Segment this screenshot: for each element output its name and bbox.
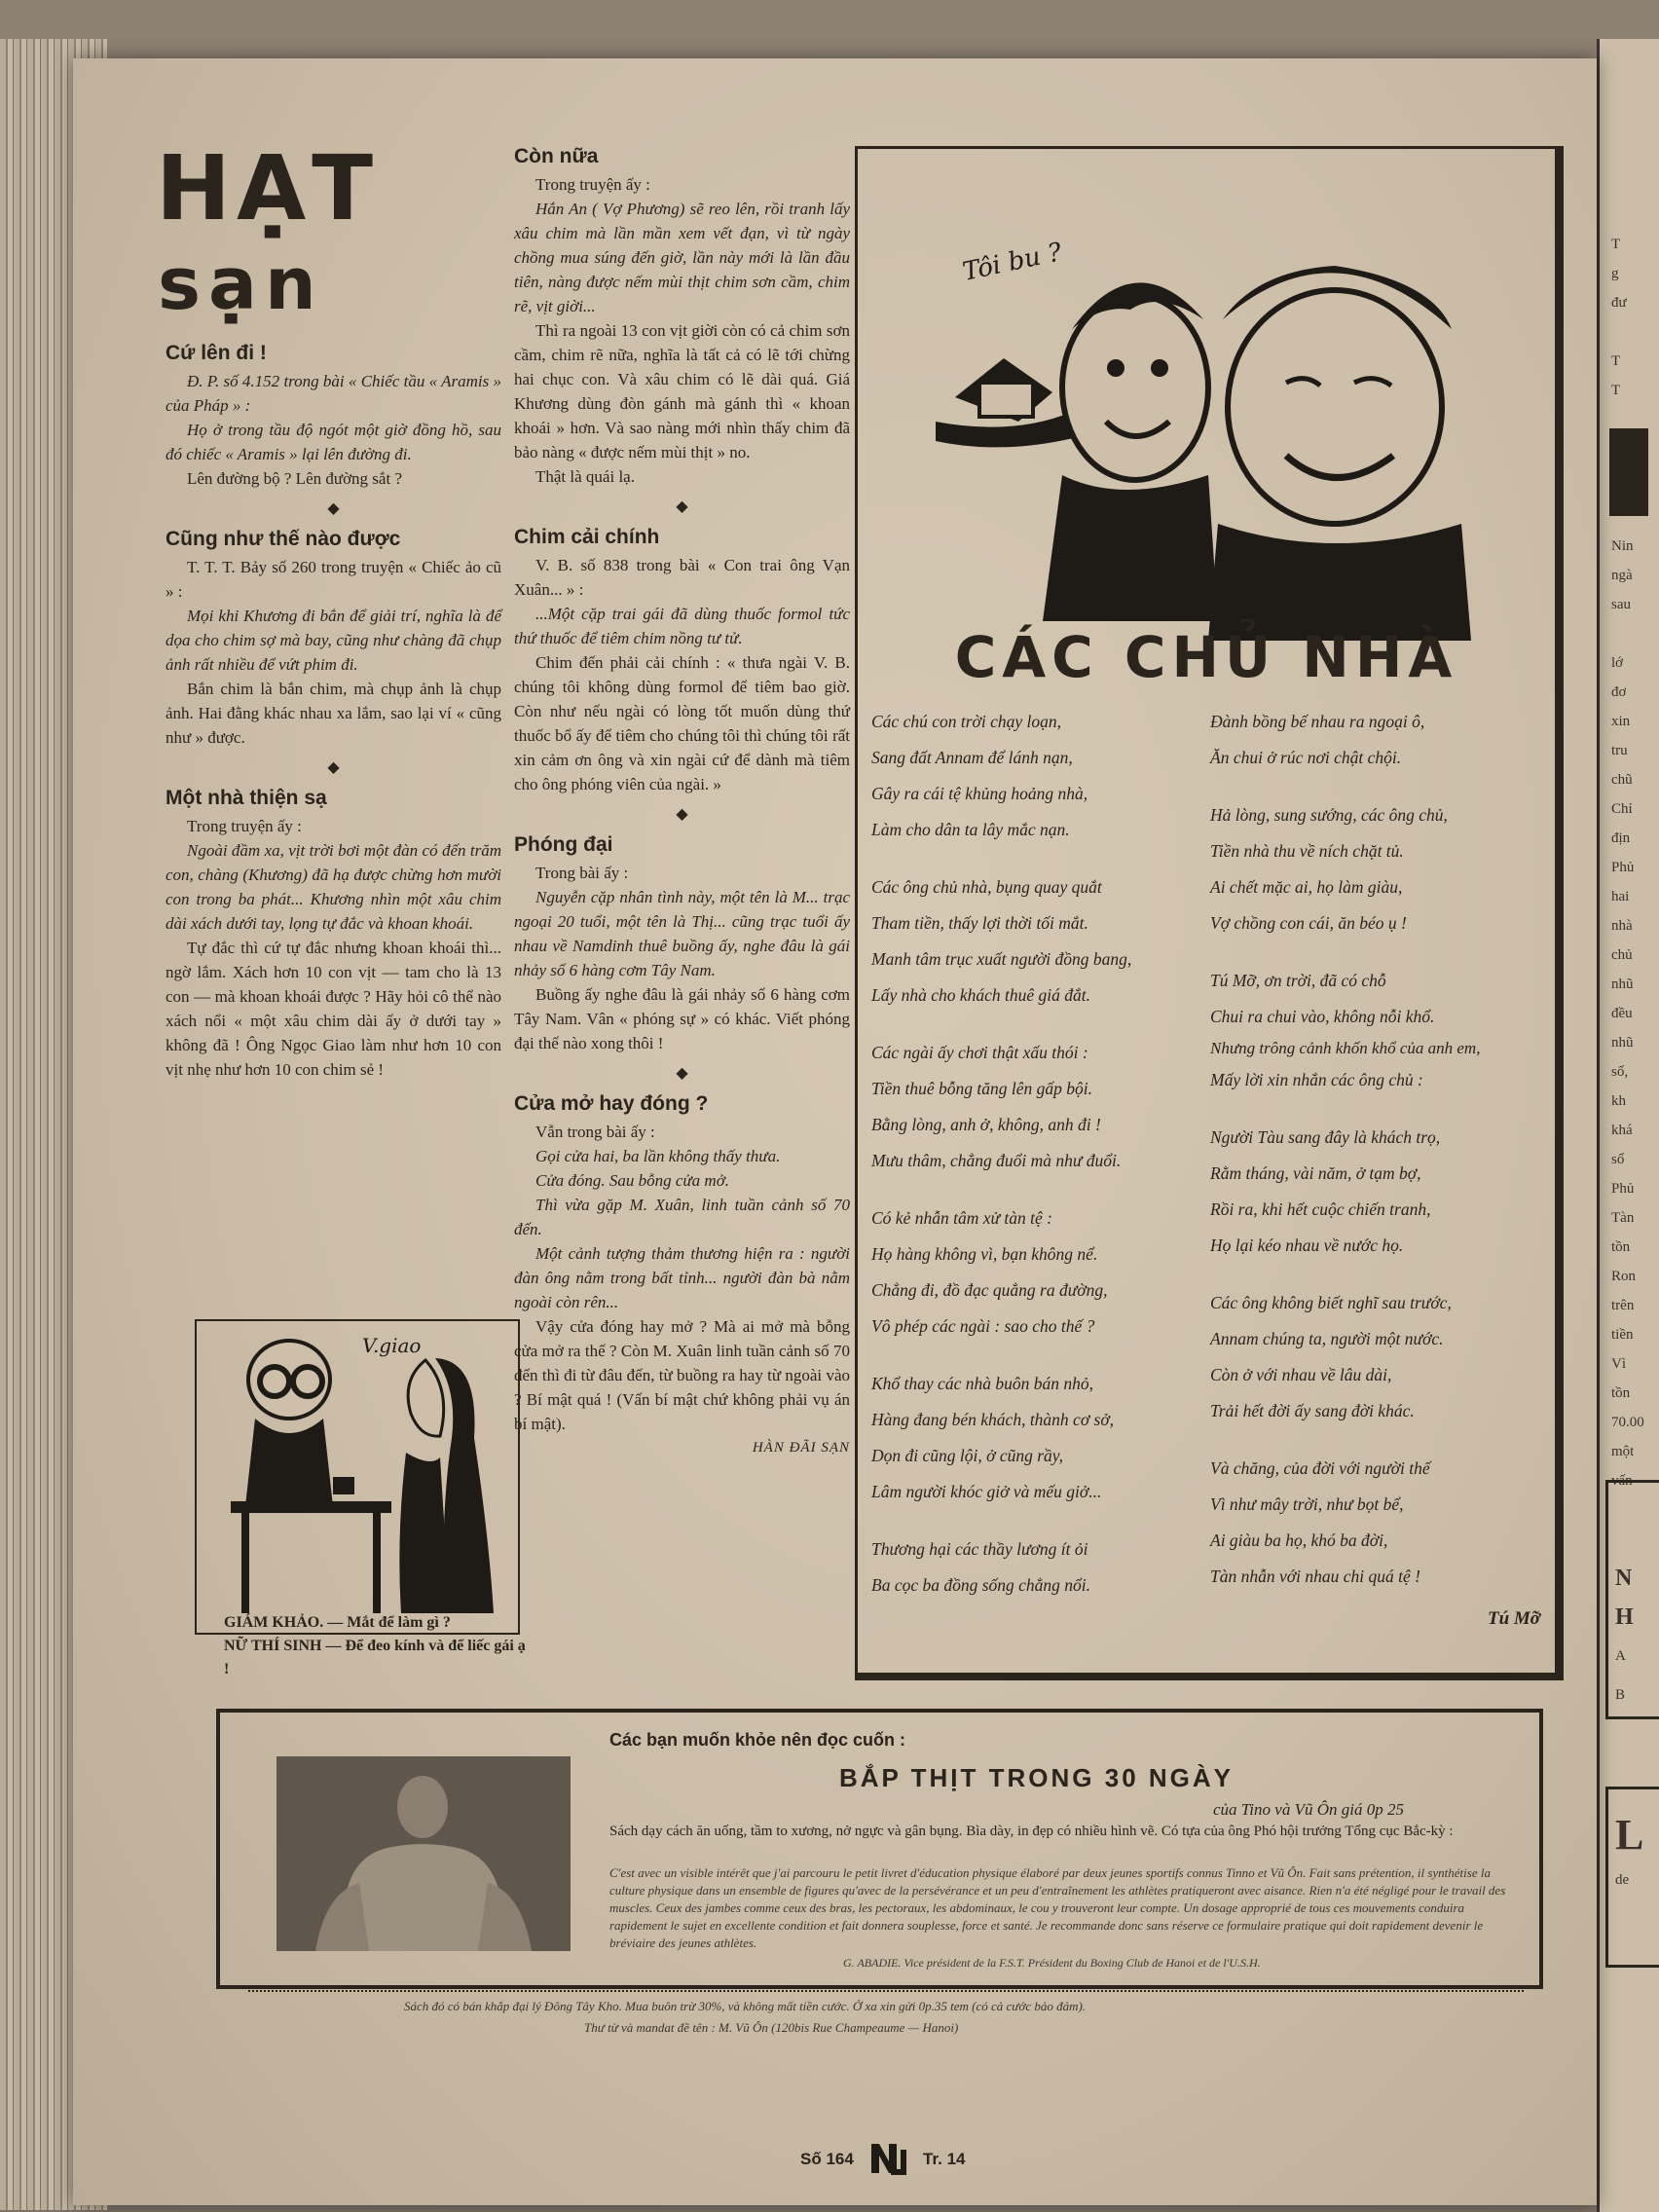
verse-line: Các ông chủ nhà, bụng quay quắt xyxy=(871,877,1102,897)
paragraph: Vậy cửa đóng hay mở ? Mà ai mở mà bỗng cửa mở ra thế ? Còn M. Xuân linh tuần cảnh số 70 đến thì đi từ đâu đến, từ buồng ra hay từ ngoài vào ? Bí mật quá ! (Vấn bí mật chứ không phải vụ án bí mật). xyxy=(514,1317,850,1433)
verse-line: Sang đất Annam để lánh nạn, xyxy=(871,748,1073,767)
stanza xyxy=(871,1035,1202,1179)
verse-line: Tham tiền, thấy lợi thời tối mắt. xyxy=(871,913,1088,933)
caption-line: NỮ THÍ SINH — Để đeo kính và để liếc gái ạ ! xyxy=(224,1638,526,1677)
paragraph: Thật là quái lạ. xyxy=(535,467,635,486)
ad-byline: của Tino và Vũ Ôn giá 0p 25 xyxy=(1213,1800,1404,1819)
verse-line: Thương hại các thầy lương ít ỏi xyxy=(871,1539,1088,1559)
verse-line: Tiền nhà thu về ních chặt tủ. xyxy=(1210,841,1404,861)
verse-line: Các ngài ấy chơi thật xấu thói : xyxy=(871,1043,1088,1062)
verse-line: Họ lại kéo nhau về nước họ. xyxy=(1210,1235,1404,1255)
athlete-figure xyxy=(276,1756,571,1951)
verse-line: Chui ra chui vào, không nỗi khổ. xyxy=(1210,1007,1435,1026)
paragraph: Thì ra ngoài 13 con vịt giời còn có cả chim sơn cầm, chim rẽ nữa, nghĩa là tất cả có lẽ tới chừng hai chục con. Và xâu chim có lẽ dài quá. Giá Khương dùng đòn gánh mà gánh thì « khoan khoái » hơn. Và sao nàng mới nhìn thấy chim đã bảo nàng « được nếm mùi thịt » no. xyxy=(514,321,850,461)
paragraph: Đ. P. số 4.152 trong bài « Chiếc tầu « Aramis » của Pháp » : xyxy=(166,372,501,415)
poem-right-column xyxy=(1210,704,1546,1630)
paragraph: Trong truyện ấy : xyxy=(535,175,650,194)
ad-address: Thư từ và mandat đề tên : M. Vũ Ôn (120bis Rue Champeaume — Hanoi) xyxy=(584,2020,959,2035)
verse-line: Có kẻ nhẫn tâm xử tàn tệ : xyxy=(871,1208,1052,1228)
verse-line: Khổ thay các nhà buôn bán nhỏ, xyxy=(871,1374,1093,1393)
verse-line: Tàn nhẫn với nhau chi quá tệ ! xyxy=(1210,1567,1420,1586)
cartoon-signature: V.giao xyxy=(362,1334,422,1357)
verse-line: Và chăng, của đời với người thế xyxy=(1210,1458,1430,1478)
verse-line: Bằng lòng, anh ở, không, anh đi ! xyxy=(871,1115,1101,1134)
diamond-separator-icon: ◆ xyxy=(676,498,688,515)
verse-line: Ăn chui ở rúc nơi chật chội. xyxy=(1210,748,1402,767)
verse-line: Dọn đi cũng lội, ở cũng rầy, xyxy=(871,1446,1063,1465)
stanza xyxy=(1210,704,1546,776)
stanza xyxy=(1210,797,1546,941)
verse-line: Đành bồng bế nhau ra ngoại ô, xyxy=(1210,712,1425,731)
section-heading: Một nhà thiện sạ xyxy=(166,787,327,809)
section-heading: Phóng đại xyxy=(514,833,613,856)
landlords-cartoon xyxy=(926,212,1471,641)
stanza xyxy=(1210,1120,1546,1264)
stanza xyxy=(1210,963,1546,1098)
paragraph: Họ ở trong tầu độ ngót một giờ đồng hồ, sau đó chiếc « Aramis » lại lên đường đi. xyxy=(166,421,501,463)
issue-number: Số 164 xyxy=(800,2150,854,2168)
paragraph: Gọi cửa hai, ba lần không thấy thưa. xyxy=(535,1147,781,1165)
paragraph: Cửa đóng. Sau bỗng cửa mở. xyxy=(535,1171,730,1190)
verse-line: Ai giàu ba họ, khó ba đời, xyxy=(1210,1530,1388,1550)
stanza xyxy=(1210,1451,1546,1595)
poem-title: CÁC CHỦ NHÀ xyxy=(954,624,1458,690)
paragraph: ...Một cặp trai gái đã dùng thuốc formol tức thứ thuốc để tiêm chim nồng tư tử. xyxy=(514,605,850,647)
background-table xyxy=(0,0,1659,58)
poem-author: Tú Mỡ xyxy=(1487,1608,1540,1629)
verse-line: Tú Mỡ, ơn trời, đã có chỗ xyxy=(1210,971,1386,990)
verse-line: Ai chết mặc ai, họ làm giàu, xyxy=(1210,877,1403,897)
paragraph: Hắn An ( Vợ Phương) sẽ reo lên, rồi tranh lấy xâu chim mà lần mần xem vết đạn, vì từ ngày chồng mua súng đến giờ, lần này mới là lần đầu tiên, nàng được nếm mùi thịt chim sơn cầm, chim rẽ, vịt giời... xyxy=(514,200,850,315)
caption-line: GIÁM KHẢO. — Mắt để làm gì ? xyxy=(224,1614,451,1631)
ngay-nay-logo-icon xyxy=(869,2140,908,2177)
cartoon-exam xyxy=(195,1319,520,1635)
paragraph: Mọi khi Khương đi bắn để giải trí, nghĩa là để dọa cho chim sợ mà bay, cũng như chàng đã chụp ảnh rất nhiều để vứt phim đi. xyxy=(166,607,501,674)
masthead-line2: sạn xyxy=(158,242,324,326)
verse-line: Tiền thuê bỗng tăng lên gấp bội. xyxy=(871,1079,1093,1098)
ad-intro: Các bạn muốn khỏe nên đọc cuốn : xyxy=(609,1730,906,1750)
verse-line: Vì như mây trời, như bọt bể, xyxy=(1210,1494,1404,1514)
masthead-line1: HẠT xyxy=(156,136,379,240)
verse-line: Lâm người khóc giở và mếu giở... xyxy=(871,1482,1102,1501)
section-heading: Cũng như thế nào được xyxy=(166,528,401,550)
ad-footnote: Sách đó có bán khắp đại lý Đông Tây Kho. Mua buôn trừ 30%, và không mất tiền cước. Ở xa xin gửi 0p.35 tem (có cả cước bảo đảm). xyxy=(404,1999,1087,2013)
cartoon-caption xyxy=(224,1611,526,1681)
column-2 xyxy=(514,144,850,1460)
poem-box xyxy=(855,146,1564,1680)
verse-line: Họ hàng không vì, bạn không nể. xyxy=(871,1244,1098,1264)
column-1 xyxy=(166,341,501,1082)
paragraph: Lên đường bộ ? Lên đường sắt ? xyxy=(187,469,402,488)
stanza xyxy=(871,704,1202,848)
verse-line: Vợ chồng con cái, ăn béo ụ ! xyxy=(1210,913,1407,933)
verse-line: Làm cho dân ta lây mắc nạn. xyxy=(871,820,1070,839)
paragraph: Ngoài đầm xa, vịt trời bơi một đàn có đến trăm con, chàng (Khương) đã hạ được chừng hơn mười con trong ba phát... Khương nhìn một xâu chim dài xách dưới tay, lọng tự đắc và khoan khoái. xyxy=(166,841,501,933)
section-heading: Cửa mở hay đóng ? xyxy=(514,1092,709,1115)
verse-line: Mấy lời xin nhắn các ông chủ : xyxy=(1210,1070,1423,1089)
verse-line: Các ông không biết nghĩ sau trước, xyxy=(1210,1293,1452,1312)
verse-line: Người Tàu sang đây là khách trọ, xyxy=(1210,1127,1441,1147)
verse-line: Còn ở với nhau về lâu dài, xyxy=(1210,1365,1392,1384)
verse-line: Chẳng đi, đồ đạc quẳng ra đường, xyxy=(871,1280,1108,1300)
verse-line: Rồi ra, khi hết cuộc chiến tranh, xyxy=(1210,1199,1431,1219)
paragraph: Trong bài ấy : xyxy=(535,864,629,882)
page-number: Tr. 14 xyxy=(923,2150,966,2168)
stanza xyxy=(871,1531,1202,1604)
poem-left-column xyxy=(871,704,1202,1625)
section-heading: Chim cải chính xyxy=(514,526,660,548)
verse-line: Hàng đang bén khách, thành cơ sở, xyxy=(871,1410,1115,1429)
paragraph: Tự đắc thì cứ tự đắc nhưng khoan khoái thì... ngờ lắm. Xách hơn 10 con vịt — tam cho là 13 con — mà khoan khoái được ? Hãy hỏi cô thể nào xách nổi « một xâu chim dài ấy ở dưới tay » không đã ! Ông Ngọc Giao làm như hơn 10 con vịt nhẹ như hơn 10 con chim sẻ ! xyxy=(166,939,501,1079)
paragraph: Nguyễn cặp nhân tình này, một tên là M... trạc ngoại 20 tuổi, một tên là Thị... cũng trạc tuổi ấy nhau về Namdinh thuê buồng ấy, nghe đâu là gái nhảy số 6 hàng cơm Tây Nam. xyxy=(514,888,850,979)
diamond-separator-icon: ◆ xyxy=(327,759,340,776)
section-heading: Còn nữa xyxy=(514,145,599,167)
paragraph: Thì vừa gặp M. Xuân, linh tuần cảnh số 70 đến. xyxy=(514,1196,850,1238)
adjacent-page-fragment: T g đư T T Nin ngà sau lớ đơ xin tru chũ Chỉ địn Phủ hai nhà chủ nhũ đều nhũ số, kh khá số Phủ Tàn tồn Ron trên tiền Vì tồn 70.00 một vấn N H A B L de xyxy=(1597,39,1659,2212)
ad-book-title: BẮP THỊT TRONG 30 NGÀY xyxy=(839,1763,1235,1792)
verse-line: Lấy nhà cho khách thuê giá đắt. xyxy=(871,985,1091,1005)
verse-line: Mưu thâm, chẳng đuổi mà như đuổi. xyxy=(871,1151,1122,1170)
paragraph: Một cảnh tượng thảm thương hiện ra : người đàn ông nằm trong bất tỉnh... người đàn bà nằm ngoài còn rên... xyxy=(514,1244,850,1311)
stanza xyxy=(871,869,1202,1014)
diamond-separator-icon: ◆ xyxy=(676,1065,688,1082)
paragraph: Buồng ấy nghe đâu là gái nhảy số 6 hàng cơm Tây Nam. Vân « phóng sự » có khác. Viết phóng đại thế nào xong thôi ! xyxy=(514,985,850,1052)
paragraph: Chim đến phải cải chính : « thưa ngài V. B. chúng tôi không dùng formol để tiêm bao giờ. Còn như nếu ngài có lòng tốt muốn dùng thứ thuốc bổ ấy để tiêm cho chúng tôi thì chúng tôi rất xin cảm ơn ông và xin ngài cứ để dành mà tiêm cho ông phóng viên của ngài. » xyxy=(514,653,850,793)
stanza xyxy=(1210,1285,1546,1429)
verse-line: Hả lòng, sung sướng, các ông chủ, xyxy=(1210,805,1448,825)
section-heading: Cứ lên đi ! xyxy=(166,342,267,364)
verse-line: Nhưng trông cảnh khốn khổ của anh em, xyxy=(1210,1039,1481,1057)
stanza xyxy=(871,1200,1202,1345)
book-advertisement xyxy=(216,1709,1543,1989)
paragraph: V. B. số 838 trong bài « Con trai ông Vạn Xuân... » : xyxy=(514,556,850,599)
paragraph: Vẫn trong bài ấy : xyxy=(535,1123,655,1141)
verse-line: Manh tâm trục xuất người đồng bang, xyxy=(871,949,1132,969)
paragraph: Trong truyện ấy : xyxy=(187,817,302,835)
ad-preface-signature: G. ABADIE. Vice président de la F.S.T. Président du Boxing Club de Hanoi et de l'U.S.H. xyxy=(843,1956,1261,1970)
ad-french-preface: C'est avec un visible intérêt que j'ai parcouru le petit livret d'éducation physique élaboré par deux jeunes sportifs connus Tinno et Vũ Ôn. Fait sans prétention, il synthétise la culture physique dans un ensemble de figures qu'avec de la persévérance et un peu d'entraînement les athlètes pratiqueront avec aisance. Rien n'a été négligé pour le travail des muscles. Ceux des jambes comme ceux des bras, les pectoraux, les abdominaux, le cou y trouveront leur compte. Un dosage approprié de tous ces mouvements conduira rapidement le sujet en excellente condition et fait donnera souplesse, force et santé. Je recommande donc sans réserve ce formulaire pratique qui doit rapidement devenir le bréviaire des jeunes athlètes. xyxy=(609,1865,1506,1950)
ad-description: Sách dạy cách ăn uống, tầm to xương, nở ngực và gân bụng. Bìa dày, in đẹp có nhiều hình vẽ. Có tựa của ông Phó hội trưởng Tổng cục Bắc-kỳ : xyxy=(609,1824,1454,1839)
verse-line: Vô phép các ngài : sao cho thế ? xyxy=(871,1316,1095,1336)
cartoon-speech: Tôi bu ? xyxy=(960,238,1065,287)
ad-divider xyxy=(248,1990,1524,1992)
verse-line: Các chú con trời chạy loạn, xyxy=(871,712,1061,731)
diamond-separator-icon: ◆ xyxy=(327,500,340,517)
paragraph: Bắn chim là bắn chim, mà chụp ảnh là chụp ảnh. Hai đằng khác nhau xa lắm, sao lại ví « cũng như » được. xyxy=(166,680,501,747)
author-signature: HÀN ĐÃI SẠN xyxy=(752,1440,850,1456)
verse-line: Gây ra cái tệ khủng hoảng nhà, xyxy=(871,784,1088,803)
verse-line: Annam chúng ta, người một nước. xyxy=(1210,1329,1444,1348)
paragraph: T. T. T. Bảy số 260 trong truyện « Chiếc ảo cũ » : xyxy=(166,558,501,601)
diamond-separator-icon: ◆ xyxy=(676,806,688,823)
cartoon-drawing xyxy=(197,1321,518,1633)
athlete-photo xyxy=(276,1756,571,1951)
verse-line: Ba cọc ba đồng sống chẳng nổi. xyxy=(871,1575,1091,1595)
verse-line: Trải hết đời ấy sang đời khác. xyxy=(1210,1401,1415,1420)
verse-line: Rằm tháng, vài năm, ở tạm bợ, xyxy=(1210,1163,1421,1183)
stanza xyxy=(871,1366,1202,1510)
